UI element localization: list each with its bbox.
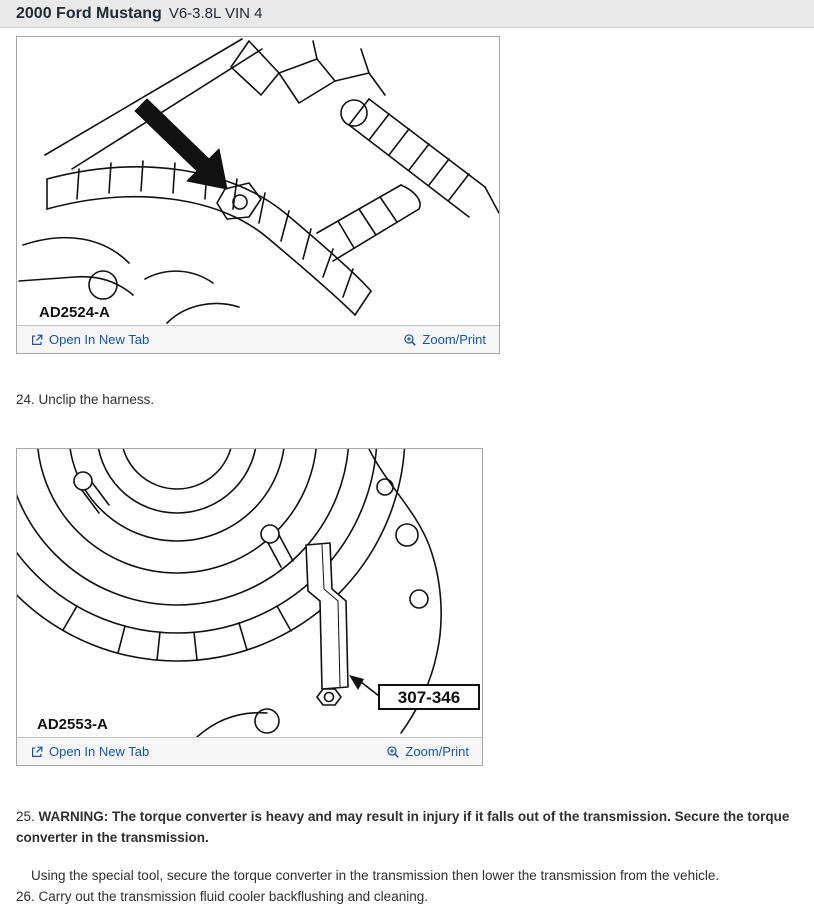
figure-id-label: AD2553-A	[37, 716, 108, 733]
zoom-print-link[interactable]	[403, 332, 486, 347]
step-25-note: Using the special tool, secure the torque converter in the transmission then lower the transmission from the vehicle.	[31, 868, 720, 883]
open-in-new-tab-icon	[30, 333, 44, 347]
zoom-icon	[403, 333, 417, 347]
zoom-icon	[386, 745, 400, 759]
open-in-new-tab-link[interactable]	[30, 332, 149, 347]
page-header	[0, 0, 814, 28]
step-25-warning: WARNING: The torque converter is heavy and may result in injury if it falls out of the transmission. Secure the torque converter in the transmission.	[16, 809, 790, 845]
open-in-new-tab-label: Open In New Tab	[49, 332, 150, 347]
open-in-new-tab-label: Open In New Tab	[49, 744, 150, 759]
step-25-number: 25.	[16, 809, 39, 824]
leader-arrowhead	[349, 675, 364, 690]
open-in-new-tab-link[interactable]	[30, 744, 149, 759]
pointer-arrow	[135, 99, 227, 189]
figure-id-label: AD2524-A	[39, 304, 110, 321]
transmission-diagram	[17, 449, 482, 737]
harness-diagram	[17, 37, 499, 325]
figure-panel-harness	[16, 36, 500, 354]
page-title: 2000 Ford Mustang	[16, 4, 162, 22]
step-24-text: 24. Unclip the harness.	[16, 392, 155, 407]
zoom-print-label: Zoom/Print	[405, 744, 469, 759]
figure-panel-transmission	[16, 448, 483, 766]
step-26-text: 26. Carry out the transmission fluid cooler backflushing and cleaning.	[16, 889, 428, 904]
zoom-print-link[interactable]	[386, 744, 469, 759]
part-number-label: 307-346	[397, 688, 461, 707]
figure-toolbar	[17, 737, 482, 765]
open-in-new-tab-icon	[30, 745, 44, 759]
step-25-text	[16, 806, 798, 848]
figure-toolbar	[17, 325, 499, 353]
zoom-print-label: Zoom/Print	[422, 332, 486, 347]
page-subtitle: V6-3.8L VIN 4	[168, 5, 263, 22]
content-area	[0, 28, 814, 907]
